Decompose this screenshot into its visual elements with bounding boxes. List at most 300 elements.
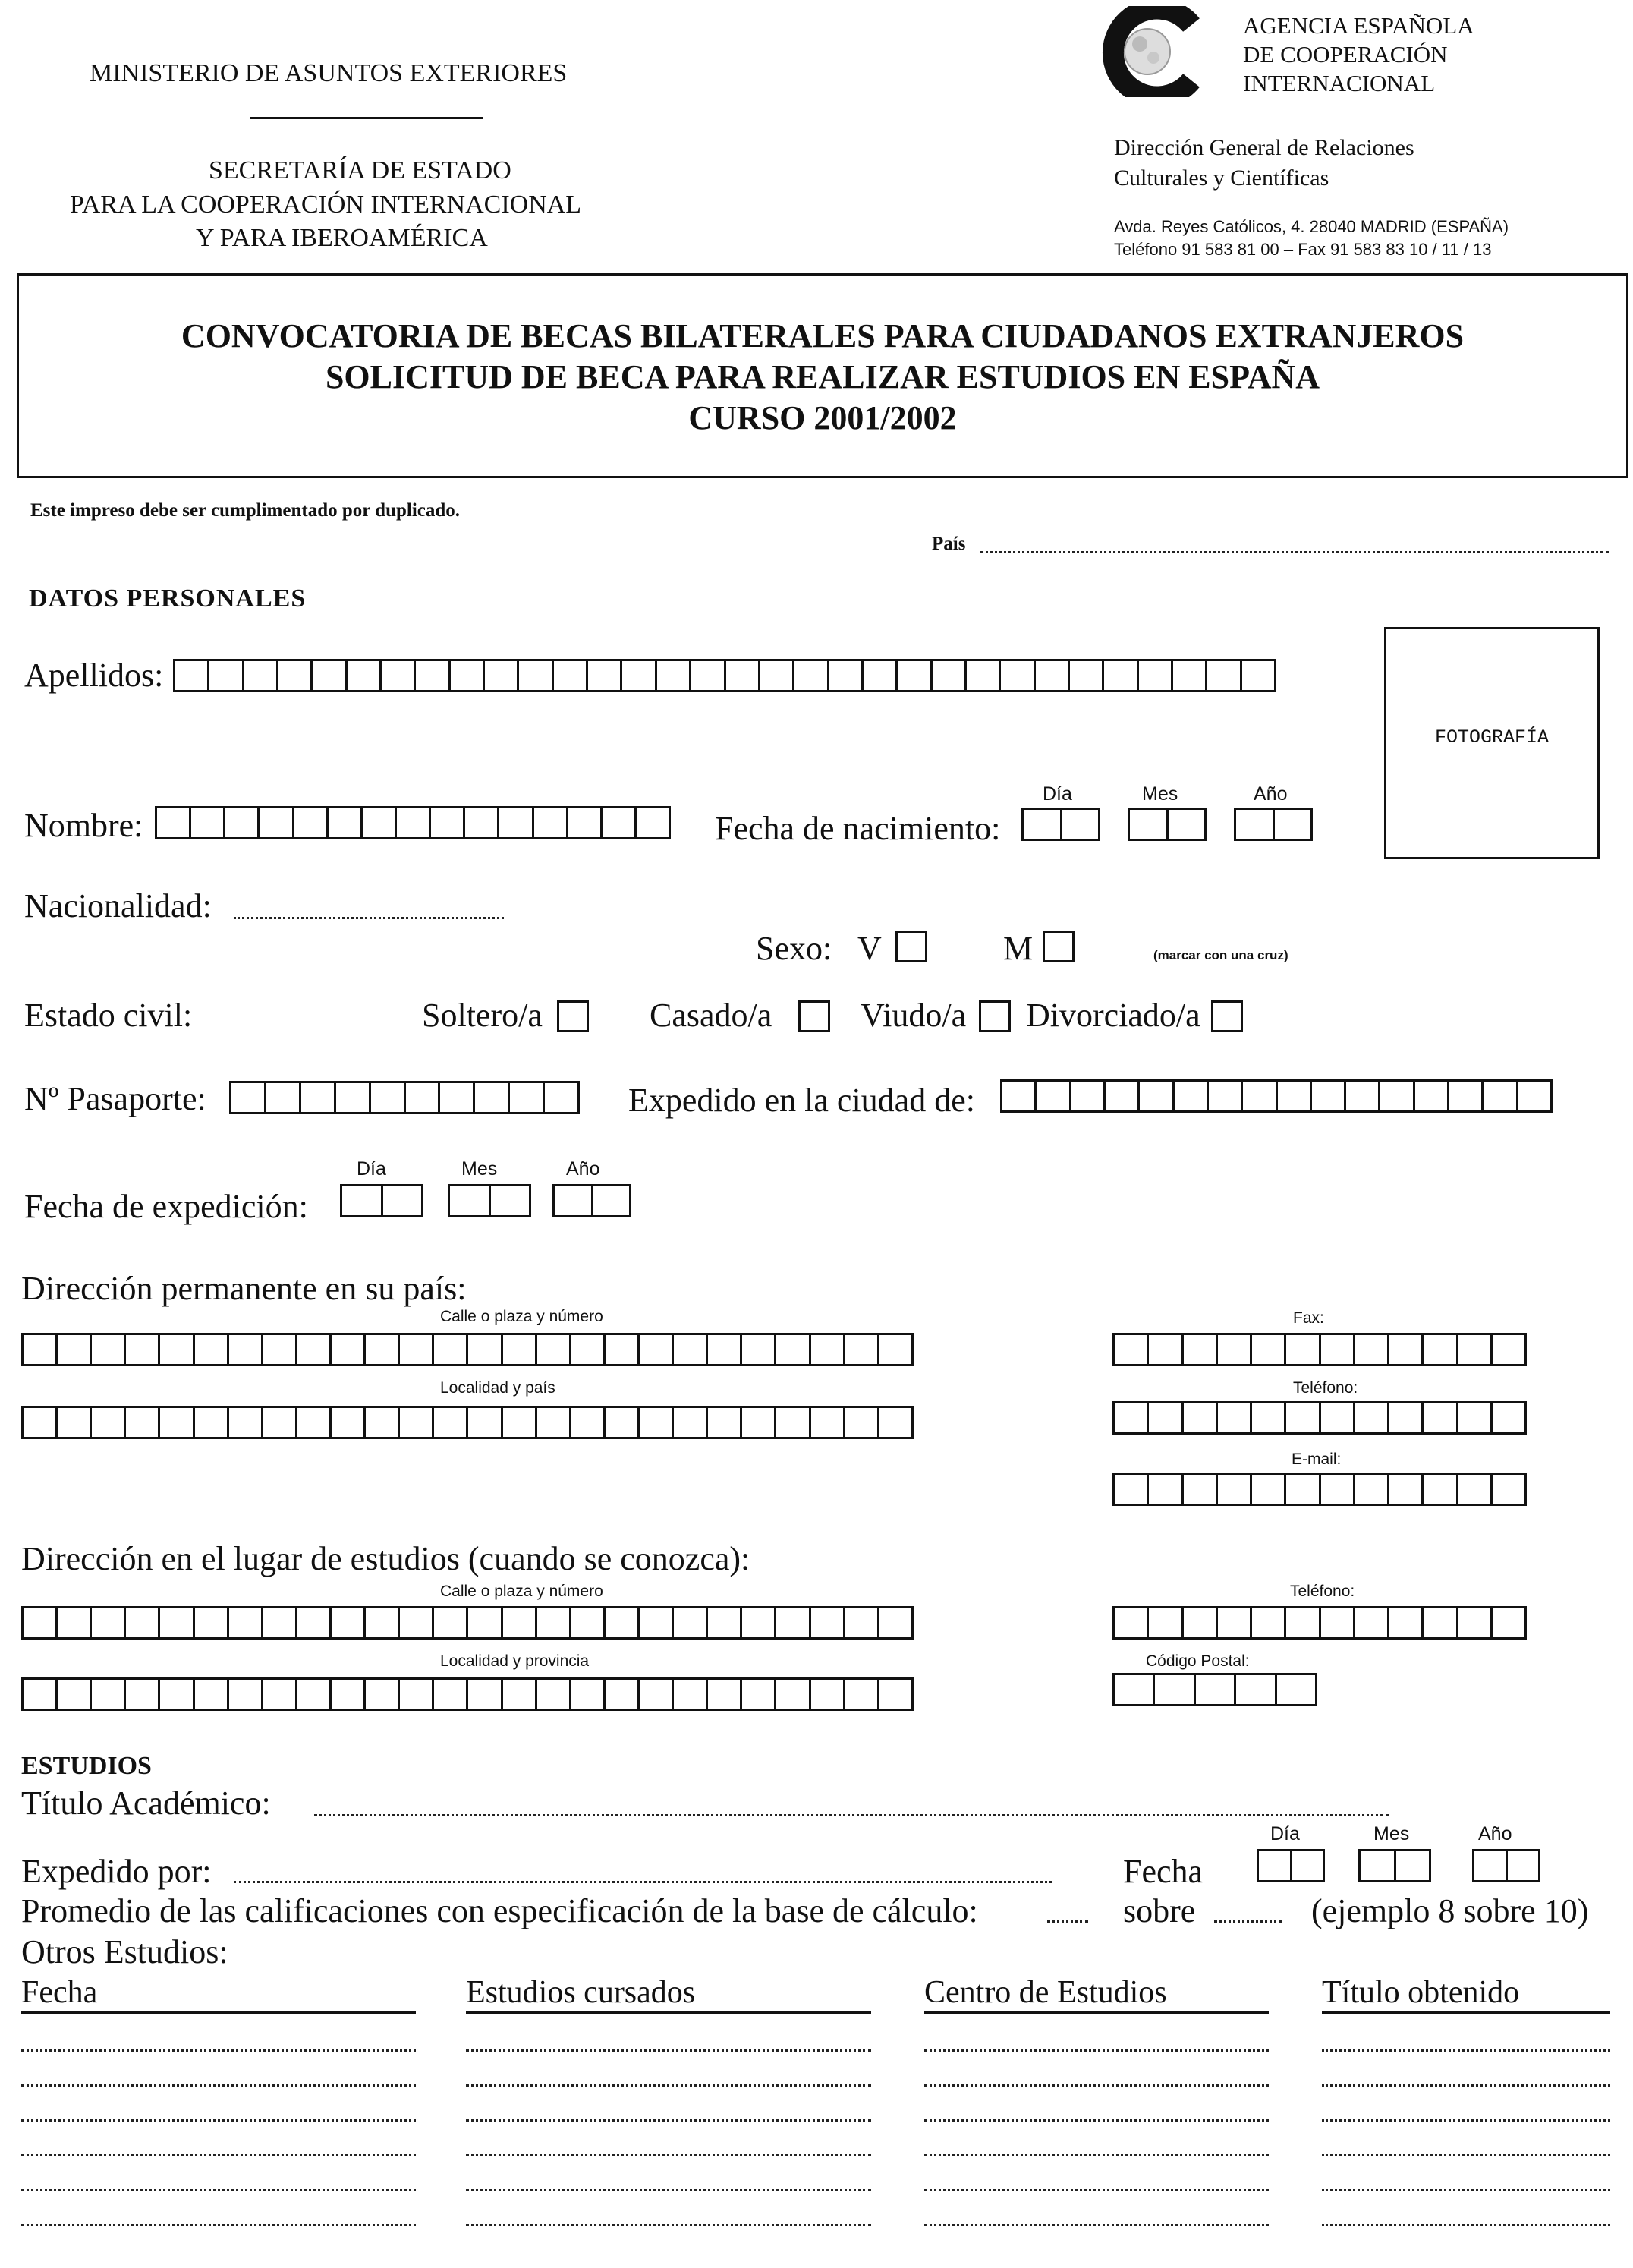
col-centro-header: Centro de Estudios (924, 1975, 1167, 2010)
char-cell (92, 1608, 126, 1637)
char-cell (1036, 661, 1070, 690)
sexo-label: Sexo: (756, 930, 832, 967)
char-cell (58, 1335, 92, 1364)
sexo-v-checkbox[interactable] (895, 931, 927, 962)
char-cell (1312, 1082, 1346, 1110)
char-cell (1458, 1335, 1493, 1364)
char-cell (297, 1680, 332, 1709)
viudo-checkbox[interactable] (979, 1000, 1011, 1032)
char-cell (1458, 1403, 1493, 1432)
char-cell (468, 1335, 502, 1364)
secretaria-line-1: SECRETARÍA DE ESTADO (209, 156, 511, 184)
char-cell (657, 661, 691, 690)
char-cell (811, 1680, 845, 1709)
otros-estudios-field[interactable] (466, 2084, 871, 2087)
char-cell (1184, 1608, 1218, 1637)
pasaporte-label: Nº Pasaporte: (24, 1080, 206, 1117)
char-cell (1243, 1082, 1277, 1110)
birth-month-input[interactable] (1128, 808, 1207, 841)
char-cell (571, 1408, 606, 1437)
char-cell (229, 1335, 263, 1364)
char-cell (1218, 1335, 1252, 1364)
otros-centro-field[interactable] (924, 2049, 1269, 2052)
char-cell (776, 1608, 810, 1637)
char-cell (294, 808, 329, 837)
char-cell (475, 1083, 510, 1112)
perm-telefono-input[interactable] (1112, 1401, 1527, 1435)
char-cell (229, 1608, 263, 1637)
char-cell (278, 661, 313, 690)
char-cell (332, 1680, 366, 1709)
char-cell (58, 1408, 92, 1437)
char-cell (416, 661, 450, 690)
char-cell (967, 661, 1001, 690)
char-cell (1424, 1608, 1458, 1637)
char-cell (92, 1408, 126, 1437)
email-label: E-mail: (1292, 1451, 1342, 1468)
char-cell (191, 808, 225, 837)
fax-input[interactable] (1112, 1333, 1527, 1366)
char-cell (879, 1608, 911, 1637)
sobre-label: sobre (1123, 1892, 1196, 1929)
exp-month-input[interactable] (448, 1184, 531, 1217)
ano-label: Año (1254, 783, 1288, 805)
char-cell (898, 661, 932, 690)
char-cell (92, 1680, 126, 1709)
email-input[interactable] (1112, 1473, 1527, 1506)
char-cell (468, 1408, 502, 1437)
char-cell (537, 1408, 571, 1437)
secretaria-line-3: Y PARA IBEROAMÉRICA (196, 224, 488, 252)
otros-fecha-field[interactable] (21, 2084, 416, 2087)
otros-fecha-field[interactable] (21, 2189, 416, 2191)
est-telefono-label: Teléfono: (1290, 1583, 1355, 1600)
header-divider (250, 117, 483, 119)
char-cell (742, 1680, 776, 1709)
agency-line-1: AGENCIA ESPAÑOLA (1243, 12, 1474, 39)
char-cell (640, 1608, 674, 1637)
birth-year-input[interactable] (1234, 808, 1313, 841)
char-cell (431, 808, 465, 837)
char-cell (1389, 1608, 1424, 1637)
col-fecha-underline (21, 2011, 416, 2014)
char-cell (244, 661, 278, 690)
char-cell (24, 1408, 58, 1437)
est-calle-label: Calle o plaza y número (440, 1583, 603, 1600)
perm-localidad-input[interactable] (21, 1406, 914, 1439)
char-cell (571, 1335, 606, 1364)
soltero-checkbox[interactable] (557, 1000, 589, 1032)
char-cell (366, 1408, 400, 1437)
char-cell (225, 808, 260, 837)
apellidos-input[interactable] (173, 659, 1276, 692)
otros-estudios-label: Otros Estudios: (21, 1933, 228, 1970)
char-cell (195, 1335, 229, 1364)
char-cell (622, 661, 656, 690)
char-cell (1149, 1475, 1183, 1504)
char-cell (1389, 1403, 1424, 1432)
char-cell (366, 1680, 400, 1709)
otros-titulo-field[interactable] (1322, 2224, 1610, 2226)
char-cell (229, 1408, 263, 1437)
char-cell (1196, 1675, 1236, 1704)
char-cell (1321, 1335, 1355, 1364)
char-cell (864, 661, 898, 690)
char-cell (1218, 1608, 1252, 1637)
char-cell (58, 1680, 92, 1709)
char-cell (434, 1335, 468, 1364)
char-cell (537, 1680, 571, 1709)
est-telefono-input[interactable] (1112, 1606, 1527, 1640)
char-cell (1207, 661, 1241, 690)
char-cell (1252, 1335, 1286, 1364)
char-cell (92, 1335, 126, 1364)
char-cell (1130, 810, 1169, 839)
soltero-label: Soltero/a (422, 997, 543, 1034)
char-cell (879, 1335, 911, 1364)
char-cell (1389, 1335, 1424, 1364)
char-cell (175, 661, 209, 690)
char-cell (485, 661, 519, 690)
otros-estudios-field[interactable] (466, 2154, 871, 2156)
char-cell (297, 1608, 332, 1637)
char-cell (1277, 1675, 1315, 1704)
char-cell (588, 661, 622, 690)
char-cell (1380, 1082, 1414, 1110)
char-cell (691, 661, 725, 690)
otros-estudios-field[interactable] (466, 2224, 871, 2226)
otros-fecha-field[interactable] (21, 2224, 416, 2226)
codigo-postal-input[interactable] (1112, 1673, 1317, 1706)
otros-titulo-field[interactable] (1322, 2049, 1610, 2052)
pais-field[interactable] (980, 551, 1609, 553)
char-cell (1149, 1403, 1183, 1432)
char-cell (811, 1335, 845, 1364)
char-cell (1184, 1403, 1218, 1432)
char-cell (606, 1608, 640, 1637)
char-cell (1140, 1082, 1174, 1110)
photo-label: FOTOGRAFÍA (1434, 726, 1550, 748)
datos-personales-heading: DATOS PERSONALES (29, 584, 307, 613)
char-cell (336, 1083, 371, 1112)
char-cell (1396, 1851, 1430, 1880)
char-cell (603, 808, 637, 837)
char-cell (1415, 1082, 1449, 1110)
char-cell (519, 661, 553, 690)
char-cell (571, 1680, 606, 1709)
direccion-estudios-heading: Dirección en el lugar de estudios (cuando se conozca): (21, 1540, 750, 1577)
exp-ano-label: Año (566, 1158, 600, 1180)
char-cell (397, 808, 431, 837)
char-cell (434, 1608, 468, 1637)
expedido-ciudad-label: Expedido en la ciudad de: (628, 1082, 975, 1119)
divorciado-label: Divorciado/a (1026, 997, 1200, 1034)
char-cell (879, 1680, 911, 1709)
char-cell (332, 1608, 366, 1637)
char-cell (126, 1335, 160, 1364)
char-cell (1218, 1475, 1252, 1504)
perm-calle-input[interactable] (21, 1333, 914, 1366)
sexo-m-checkbox[interactable] (1043, 931, 1075, 962)
nacionalidad-field[interactable] (234, 917, 504, 919)
expedido-por-field[interactable] (234, 1881, 1052, 1883)
otros-centro-field[interactable] (924, 2154, 1269, 2156)
title-line-1: CONVOCATORIA DE BECAS BILATERALES PARA CIUDADANOS EXTRANJEROS (181, 317, 1465, 354)
perm-telefono-label: Teléfono: (1293, 1379, 1358, 1397)
char-cell (708, 1608, 742, 1637)
char-cell (126, 1680, 160, 1709)
char-cell (263, 1335, 297, 1364)
char-cell (1252, 1475, 1286, 1504)
otros-centro-field[interactable] (924, 2119, 1269, 2122)
titulo-academico-field[interactable] (314, 1814, 1389, 1816)
char-cell (1062, 810, 1099, 839)
char-cell (400, 1680, 434, 1709)
otros-titulo-field[interactable] (1322, 2154, 1610, 2156)
char-cell (1275, 810, 1311, 839)
secretaria-line-2: PARA LA COOPERACIÓN INTERNACIONAL (70, 191, 582, 219)
char-cell (301, 1083, 336, 1112)
otros-estudios-field[interactable] (466, 2119, 871, 2122)
agency-logo (1078, 6, 1207, 97)
char-cell (1169, 810, 1205, 839)
char-cell (845, 1608, 879, 1637)
sobre-field[interactable] (1214, 1920, 1282, 1923)
estudios-year-input[interactable] (1472, 1849, 1540, 1882)
otros-centro-field[interactable] (924, 2084, 1269, 2087)
char-cell (811, 1608, 845, 1637)
col-centro-underline (924, 2011, 1269, 2014)
direccion-line-2: Culturales y Científicas (1114, 165, 1329, 191)
col-titulo-header: Título obtenido (1322, 1975, 1520, 2010)
char-cell (1355, 1335, 1389, 1364)
ministry-name: MINISTERIO DE ASUNTOS EXTERIORES (90, 59, 568, 87)
otros-fecha-field[interactable] (21, 2119, 416, 2122)
otros-centro-field[interactable] (924, 2224, 1269, 2226)
direccion-permanente-heading: Dirección permanente en su país: (21, 1270, 467, 1307)
char-cell (434, 1408, 468, 1437)
char-cell (24, 1680, 58, 1709)
char-cell (266, 1083, 301, 1112)
char-cell (450, 1186, 491, 1215)
char-cell (24, 1335, 58, 1364)
char-cell (451, 661, 485, 690)
char-cell (1458, 1608, 1493, 1637)
char-cell (1346, 1082, 1380, 1110)
char-cell (406, 1083, 441, 1112)
estudios-fecha-label: Fecha (1123, 1853, 1204, 1890)
estudios-ano-label: Año (1478, 1823, 1512, 1844)
char-cell (1115, 1675, 1155, 1704)
char-cell (1493, 1335, 1524, 1364)
char-cell (1242, 661, 1274, 690)
char-cell (231, 1083, 266, 1112)
char-cell (674, 1680, 708, 1709)
estudios-month-input[interactable] (1358, 1849, 1431, 1882)
expedido-ciudad-input[interactable] (1000, 1079, 1553, 1113)
char-cell (383, 1186, 422, 1215)
char-cell (499, 808, 533, 837)
nombre-input[interactable] (155, 806, 671, 839)
char-cell (510, 1083, 545, 1112)
char-cell (1286, 1335, 1320, 1364)
pais-label: País (932, 534, 966, 554)
char-cell (674, 1608, 708, 1637)
char-cell (1493, 1608, 1524, 1637)
char-cell (742, 1335, 776, 1364)
char-cell (313, 661, 347, 690)
char-cell (157, 808, 191, 837)
divorciado-checkbox[interactable] (1211, 1000, 1243, 1032)
sexo-v-label: V (857, 930, 882, 967)
exp-year-input[interactable] (552, 1184, 631, 1217)
char-cell (263, 1680, 297, 1709)
char-cell (879, 1408, 911, 1437)
photo-box (1384, 627, 1600, 859)
nacionalidad-label: Nacionalidad: (24, 887, 212, 925)
char-cell (24, 1608, 58, 1637)
char-cell (342, 1186, 383, 1215)
char-cell (845, 1408, 879, 1437)
char-cell (1173, 661, 1207, 690)
char-cell (1286, 1475, 1320, 1504)
char-cell (465, 808, 499, 837)
otros-centro-field[interactable] (924, 2189, 1269, 2191)
pasaporte-input[interactable] (229, 1081, 580, 1114)
char-cell (297, 1335, 332, 1364)
char-cell (1024, 810, 1062, 839)
char-cell (1149, 1335, 1183, 1364)
col-estudios-underline (466, 2011, 871, 2014)
exp-dia-label: Día (357, 1158, 386, 1180)
char-cell (1292, 1851, 1323, 1880)
char-cell (1484, 1082, 1518, 1110)
char-cell (1424, 1335, 1458, 1364)
fecha-expedicion-label: Fecha de expedición: (24, 1188, 308, 1225)
otros-fecha-field[interactable] (21, 2049, 416, 2052)
char-cell (468, 1608, 502, 1637)
apellidos-label: Apellidos: (24, 657, 164, 694)
char-cell (1071, 1082, 1106, 1110)
otros-estudios-field[interactable] (466, 2189, 871, 2191)
char-cell (195, 1680, 229, 1709)
char-cell (537, 1335, 571, 1364)
ejemplo-note: (ejemplo 8 sobre 10) (1311, 1892, 1589, 1929)
char-cell (1252, 1608, 1286, 1637)
char-cell (1493, 1403, 1524, 1432)
otros-estudios-field[interactable] (466, 2049, 871, 2052)
birth-day-input[interactable] (1021, 808, 1100, 841)
char-cell (1236, 810, 1275, 839)
char-cell (534, 808, 568, 837)
agency-address: Avda. Reyes Católicos, 4. 28040 MADRID (ESPAÑA) (1114, 217, 1509, 236)
char-cell (640, 1680, 674, 1709)
otros-fecha-field[interactable] (21, 2154, 416, 2156)
char-cell (1355, 1608, 1389, 1637)
col-estudios-header: Estudios cursados (466, 1975, 696, 2010)
char-cell (1259, 1851, 1292, 1880)
otros-titulo-field[interactable] (1322, 2189, 1610, 2191)
char-cell (829, 661, 864, 690)
char-cell (776, 1408, 810, 1437)
char-cell (366, 1608, 400, 1637)
char-cell (1236, 1675, 1276, 1704)
char-cell (366, 1335, 400, 1364)
char-cell (1508, 1851, 1539, 1880)
char-cell (126, 1608, 160, 1637)
char-cell (1139, 661, 1173, 690)
char-cell (1184, 1475, 1218, 1504)
exp-day-input[interactable] (340, 1184, 423, 1217)
char-cell (400, 1608, 434, 1637)
char-cell (1474, 1851, 1508, 1880)
promedio-field[interactable] (1047, 1920, 1088, 1923)
char-cell (1286, 1403, 1320, 1432)
otros-titulo-field[interactable] (1322, 2119, 1610, 2122)
char-cell (545, 1083, 577, 1112)
char-cell (1424, 1403, 1458, 1432)
char-cell (209, 661, 244, 690)
char-cell (503, 1608, 537, 1637)
char-cell (1115, 1608, 1149, 1637)
char-cell (260, 808, 294, 837)
agency-line-2: DE COOPERACIÓN (1243, 41, 1448, 68)
char-cell (503, 1335, 537, 1364)
char-cell (1321, 1608, 1355, 1637)
char-cell (1115, 1335, 1149, 1364)
est-localidad-input[interactable] (21, 1677, 914, 1711)
char-cell (776, 1335, 810, 1364)
char-cell (1361, 1851, 1396, 1880)
char-cell (742, 1608, 776, 1637)
otros-titulo-field[interactable] (1322, 2084, 1610, 2087)
casado-checkbox[interactable] (798, 1000, 830, 1032)
dia-label: Día (1043, 783, 1072, 805)
casado-label: Casado/a (650, 997, 772, 1034)
char-cell (263, 1608, 297, 1637)
char-cell (160, 1680, 194, 1709)
char-cell (1518, 1082, 1550, 1110)
char-cell (1115, 1475, 1149, 1504)
perm-calle-label: Calle o plaza y número (440, 1308, 603, 1325)
estado-civil-label: Estado civil: (24, 997, 193, 1034)
char-cell (1458, 1475, 1493, 1504)
char-cell (1149, 1608, 1183, 1637)
direccion-line-1: Dirección General de Relaciones (1114, 135, 1414, 160)
char-cell (637, 808, 669, 837)
char-cell (568, 808, 603, 837)
char-cell (811, 1408, 845, 1437)
char-cell (1389, 1475, 1424, 1504)
title-box (17, 273, 1628, 478)
char-cell (58, 1608, 92, 1637)
char-cell (571, 1608, 606, 1637)
char-cell (160, 1408, 194, 1437)
fecha-nacimiento-label: Fecha de nacimiento: (715, 810, 1001, 847)
char-cell (371, 1083, 406, 1112)
char-cell (845, 1680, 879, 1709)
char-cell (554, 661, 588, 690)
codigo-postal-label: Código Postal: (1146, 1652, 1250, 1670)
char-cell (933, 661, 967, 690)
char-cell (1037, 1082, 1071, 1110)
char-cell (1106, 1082, 1140, 1110)
char-cell (726, 661, 760, 690)
est-calle-input[interactable] (21, 1606, 914, 1640)
char-cell (640, 1408, 674, 1437)
estudios-day-input[interactable] (1257, 1849, 1325, 1882)
estudios-dia-label: Día (1270, 1823, 1300, 1844)
